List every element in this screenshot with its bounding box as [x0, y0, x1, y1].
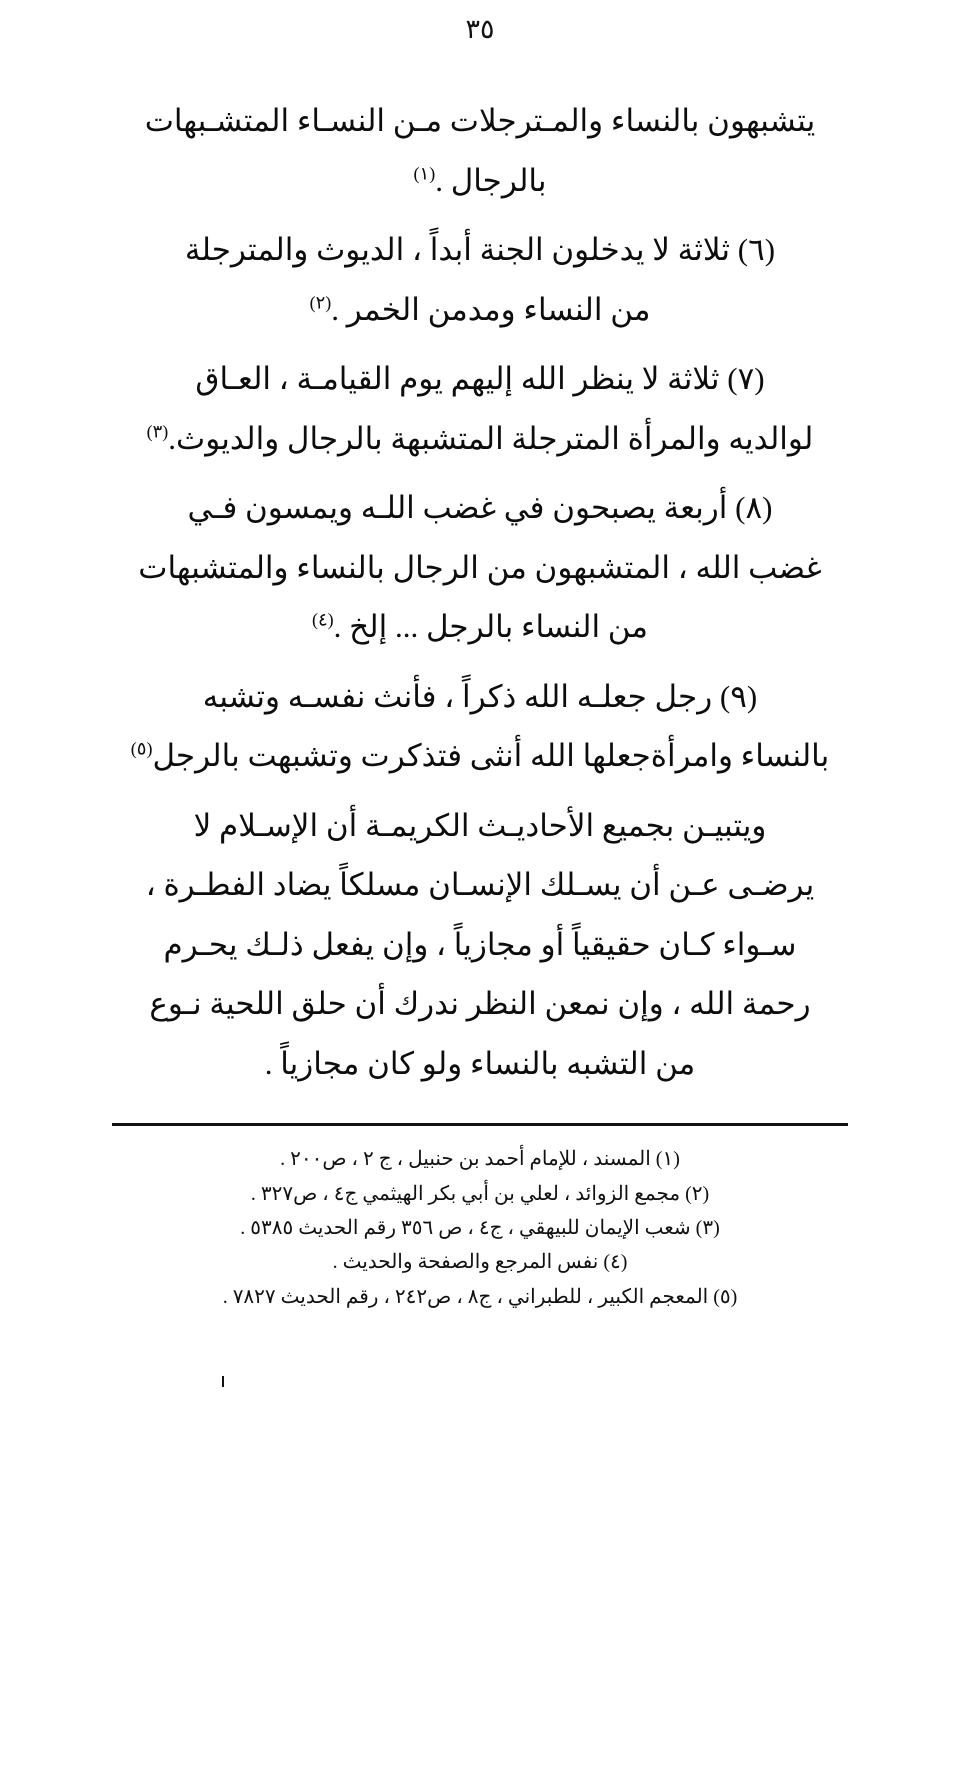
paragraph-continuation — [62, 91, 898, 210]
body-text — [62, 91, 898, 1093]
text-line — [62, 280, 898, 340]
text-line: (٦) ثلاثة لا يدخلون الجنة أبداً ، الديوث والمترجلة — [184, 232, 776, 268]
text-line: رحمة الله ، وإن نمعن النظر ندرك أن حلق اللحية نـوع — [149, 986, 811, 1022]
text-line-main: من النساء بالرجل ... إلخ . — [333, 609, 649, 645]
footnote-item: (٢) مجمع الزوائد ، لعلي بن أبي بكر الهيثمي ج٤ ، ص٣٢٧ . — [250, 1182, 710, 1205]
text-line-main: لوالديه والمرأة المترجلة المتشبهة بالرجال والديوث. — [168, 420, 814, 456]
footnote-item: (٣) شعب الإيمان للبيهقي ، ج٤ ، ص ٣٥٦ رقم الحديث ٥٣٨٥ . — [240, 1217, 720, 1240]
text-line: يتشبهون بالنساء والمـترجلات مـن النسـاء المتشـبهات — [144, 103, 816, 138]
footnote-ref: (٢) — [309, 292, 332, 313]
paragraph-8 — [62, 478, 898, 657]
text-line-main: بالرجال . — [435, 162, 547, 198]
paragraph-conclusion — [62, 796, 898, 1094]
footnote-item: (٥) المعجم الكبير ، للطبراني ، ج٨ ، ص٢٤٢ ، رقم الحديث ٧٨٢٧ . — [222, 1285, 738, 1308]
text-line — [62, 409, 898, 469]
paragraph-9 — [62, 667, 898, 786]
footnote-ref: (٥) — [130, 738, 153, 759]
text-line: (٨) أربعة يصبحون في غضب اللـه ويمسون فـي — [187, 490, 773, 526]
text-line-main: من النساء ومدمن الخمر . — [331, 291, 651, 327]
text-line-main: بالنساء وامرأةجعلها الله أنثى فتذكرت وتشبهت بالرجل — [152, 738, 830, 774]
footnote-ref: (٤) — [311, 609, 334, 630]
footnote-list — [86, 1142, 874, 1314]
text-line: سـواء كـان حقيقياً أو مجازياً ، وإن يفعل ذلـك يحـرم — [163, 926, 797, 962]
text-line: يرضـى عـن أن يسـلك الإنسـان مسلكاً يضاد الفطـرة ، — [145, 867, 815, 903]
paragraph-6 — [62, 220, 898, 339]
text-line: من التشبه بالنساء ولو كان مجازياً . — [264, 1045, 696, 1081]
footnote-ref: (١) — [413, 163, 436, 184]
text-line: (٩) رجل جعلـه الله ذكراً ، فأنث نفسـه وتشبه — [202, 678, 758, 714]
text-line: غضب الله ، المتشبهون من الرجال بالنساء والمتشبهات — [138, 549, 822, 585]
text-line: (٧) ثلاثة لا ينظر الله إليهم يوم القيامـة ، العـاق — [195, 361, 765, 397]
page-number: ٣٥ — [465, 14, 495, 44]
text-line — [62, 151, 898, 211]
text-line — [62, 597, 898, 657]
footnote-item: (٤) نفس المرجع والصفحة والحديث . — [332, 1251, 628, 1274]
text-line — [62, 726, 898, 786]
text-line: ويتبيـن بجميع الأحاديـث الكريمـة أن الإسـلام لا — [193, 807, 767, 843]
footnote-separator — [112, 1123, 848, 1126]
footnote-separator-tick — [222, 1376, 224, 1387]
paragraph-7 — [62, 349, 898, 468]
footnote-ref: (٣) — [146, 421, 169, 442]
footnote-item: (١) المسند ، للإمام أحمد بن حنبيل ، ج ٢ ، ص٢٠٠ . — [280, 1148, 680, 1171]
